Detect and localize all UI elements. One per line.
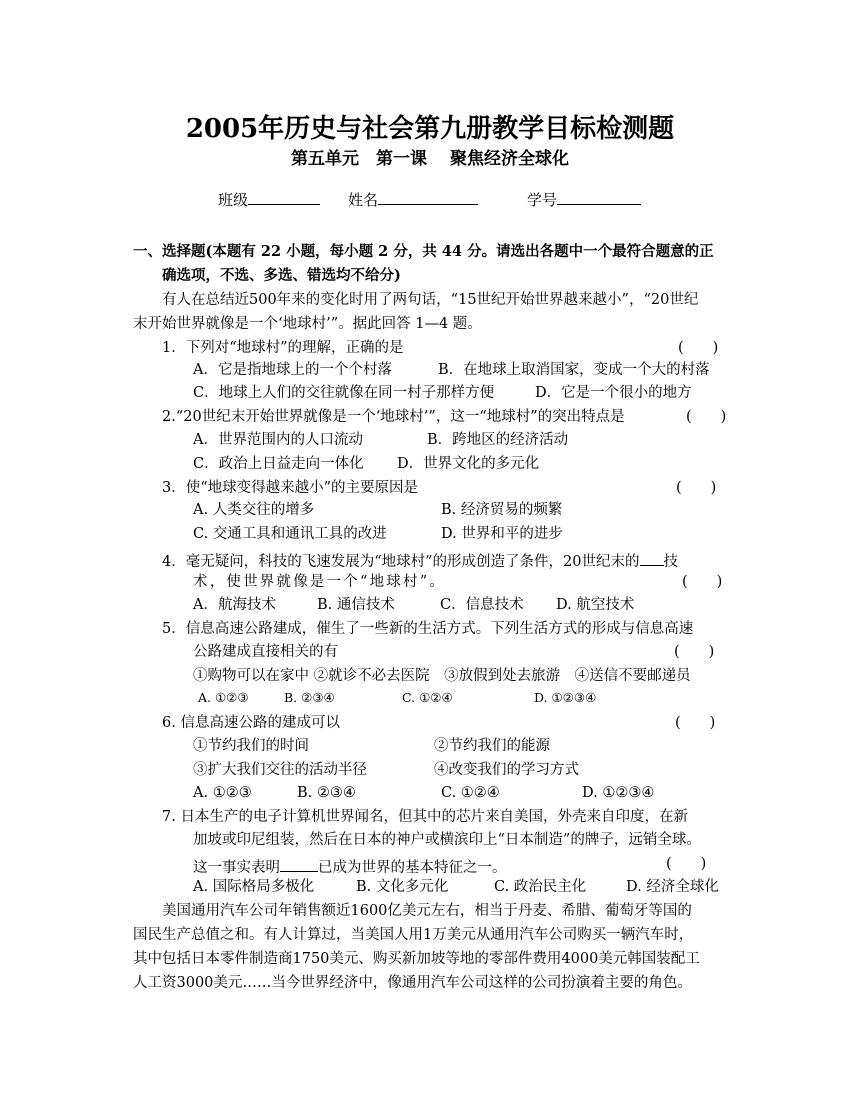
intro1-line2: 末开始世界就像是一个‘地球村’”。据此回答 1—4 题。: [133, 316, 482, 332]
q1-answer-paren[interactable]: ( ): [678, 340, 719, 356]
q3-answer-paren[interactable]: ( ): [676, 480, 717, 496]
q5-option-a: A. ①②③: [198, 690, 249, 705]
q2-option-c: C．政治上日益走向一体化: [193, 456, 364, 472]
q7-stem-line3: [193, 857, 507, 876]
q3-option-c: C. 交通工具和通讯工具的改进: [193, 526, 387, 542]
q7-option-b: B. 文化多元化: [356, 879, 449, 895]
q6-item-1: ①节约我们的时间: [193, 738, 309, 754]
q7-option-d: D. 经济全球化: [626, 879, 719, 895]
intro2-line3: 其中包括日本零件制造商1750美元、购买新加坡等地的零部件费用4000美元韩国装配工: [133, 951, 700, 967]
q5-option-b: B. ②③④: [284, 690, 335, 705]
q6-item-3: ③扩大我们交往的活动半径: [193, 762, 367, 778]
q2-option-b: B．跨地区的经济活动: [427, 432, 569, 448]
q2-option-d: D．世界文化的多元化: [397, 456, 540, 472]
q2-answer-paren[interactable]: ( ): [686, 409, 727, 425]
name-label: 姓名: [348, 191, 379, 209]
q5-answer-paren[interactable]: ( ): [674, 644, 715, 660]
class-field: [218, 190, 320, 208]
q4-stem-b: 技: [663, 554, 678, 570]
q6-answer-paren[interactable]: ( ): [675, 715, 716, 731]
q4-blank[interactable]: [640, 551, 664, 566]
q1-option-a: A．它是指地球上的一个个村落: [193, 362, 392, 378]
name-blank[interactable]: [378, 190, 478, 205]
q4-stem-line2: 术，使世界就像是一个“地球村”。: [193, 574, 447, 590]
q4-option-a: A．航海技术: [193, 597, 276, 613]
q1-option-c: C．地球上人们的交往就像在同一村子那样方便: [193, 385, 495, 401]
intro2-line2: 国民生产总值之和。有人计算过，当美国人用1万美元从通用汽车公司购买一辆汽车时，: [133, 927, 694, 943]
q6-item-2: ②节约我们的能源: [434, 738, 550, 754]
q4-answer-paren[interactable]: ( ): [682, 574, 723, 590]
q4-stem-a: 4．毫无疑问，科技的飞速发展为“地球村”的形成创造了条件，20世纪末的: [162, 554, 640, 570]
q5-stem-line1: 5．信息高速公路建成，催生了一些新的生活方式。下列生活方式的形成与信息高速: [162, 621, 694, 637]
q6-option-b: B. ②③④: [297, 785, 356, 801]
page-title: 2005年历史与社会第九册教学目标检测题: [185, 114, 675, 144]
q7-stem-b: 已成为世界的基本特征之一。: [318, 860, 507, 876]
q7-option-c: C. 政治民主化: [494, 879, 587, 895]
q7-stem-line2: 加坡或印尼组装，然后在日本的神户或横滨印上“日本制造”的牌子，远销全球。: [193, 832, 701, 848]
q6-option-c: C. ①②④: [441, 785, 500, 801]
q5-stem-line2: 公路建成直接相关的有: [193, 644, 338, 660]
intro2-line1: 美国通用汽车公司年销售额近1600亿美元左右，相当于丹麦、希腊、葡萄牙等国的: [162, 903, 692, 919]
intro2-line4: 人工资3000美元……当今世界经济中，像通用汽车公司这样的公司扮演着主要的角色。: [133, 975, 692, 991]
intro1-line1: 有人在总结近500年来的变化时用了两句话，“15世纪开始世界越来越小”，“20世纪: [162, 292, 699, 308]
q7-stem-line1: 7. 日本生产的电子计算机世界闻名，但其中的芯片来自美国，外壳来自印度，在新: [162, 809, 688, 825]
number-label: 学号: [527, 191, 558, 209]
name-field: [348, 190, 478, 208]
q5-items: ①购物可以在家中 ②就诊不必去医院 ③放假到处去旅游 ④送信不要邮递员: [193, 668, 691, 684]
q4-option-c: C．信息技术: [440, 597, 524, 613]
class-label: 班级: [218, 191, 249, 209]
page-subtitle: 第五单元 第一课 聚焦经济全球化: [291, 149, 569, 169]
q3-option-a: A. 人类交往的增多: [193, 502, 315, 518]
q4-option-d: D. 航空技术: [556, 597, 635, 613]
q2-stem: 2.“20世纪末开始世界就像是一个‘地球村’”，这一“地球村”的突出特点是: [162, 409, 625, 425]
q6-item-4: ④改变我们的学习方式: [434, 762, 579, 778]
q1-stem: 1．下列对“地球村”的理解，正确的是: [162, 340, 404, 356]
q7-stem-a: 这一事实表明: [193, 860, 280, 876]
q7-answer-paren[interactable]: ( ): [666, 856, 707, 872]
q6-option-d: D. ①②③④: [582, 785, 655, 801]
q3-stem: 3．使“地球变得越来越小”的主要原因是: [162, 480, 419, 496]
section-heading-line1: 一、选择题(本题有 22 小题，每小题 2 分，共 44 分。请选出各题中一个最符合题意的正: [133, 243, 714, 260]
section-heading-line2: 确选项，不选、多选、错选均不给分): [162, 267, 401, 284]
q3-option-d: D. 世界和平的进步: [441, 526, 563, 542]
q1-option-d: D．它是一个很小的地方: [535, 385, 692, 401]
q3-option-b: B. 经济贸易的频繁: [441, 502, 563, 518]
class-blank[interactable]: [248, 190, 320, 205]
q4-option-b: B. 通信技术: [317, 597, 395, 613]
q6-option-a: A. ①②③: [193, 785, 252, 801]
q2-option-a: A．世界范围内的人口流动: [193, 432, 363, 448]
number-blank[interactable]: [557, 190, 641, 205]
q7-blank[interactable]: [280, 857, 318, 872]
number-field: [527, 190, 641, 208]
q1-option-b: B．在地球上取消国家，变成一个大的村落: [438, 362, 710, 378]
q5-option-d: D. ①②③④: [534, 690, 597, 705]
q6-stem: 6. 信息高速公路的建成可以: [162, 715, 340, 731]
q7-option-a: A. 国际格局多极化: [193, 879, 315, 895]
q4-stem-line1: [162, 551, 678, 570]
q5-option-c: C. ①②④: [402, 690, 453, 705]
